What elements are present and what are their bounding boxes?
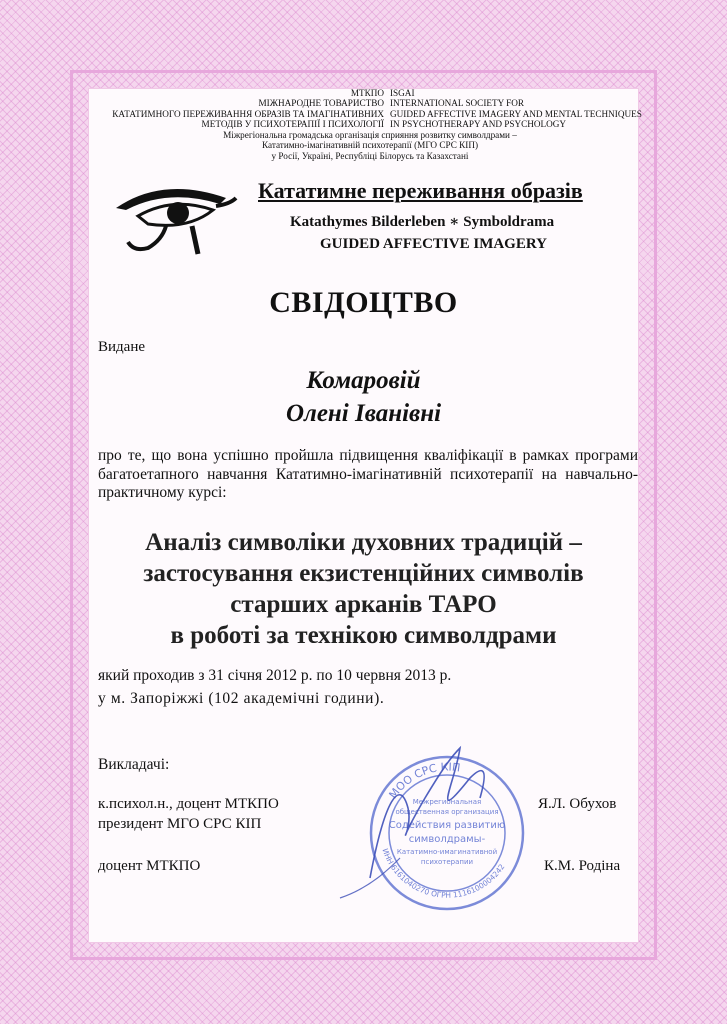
header-left-block [112, 88, 384, 129]
teacher1-title-2: президент МГО СРС КІП [98, 816, 262, 832]
issued-label: Видане [98, 339, 146, 355]
stamp-center-line: психотерапии [420, 858, 474, 866]
header-left-line: МТКПО [350, 88, 384, 98]
organization-header [100, 88, 640, 160]
course-title-line: Аналіз символіки духовних традицій – [145, 529, 582, 556]
header-right-block [390, 88, 642, 129]
official-seal-stamp [330, 738, 550, 913]
teacher1-name: Я.Л. Обухов [538, 796, 617, 812]
header-center-block [100, 130, 640, 161]
teacher1-title: к.психол.н., доцент МТКПО [98, 796, 279, 812]
header-left-line: КАТАТИМНОГО ПЕРЕЖИВАННЯ ОБРАЗІВ ТА ІМАГІНАТИВНИХ [112, 108, 384, 119]
stamp-center-line: Кататимно-имагинативной [396, 848, 498, 856]
teacher2-title: доцент МТКПО [98, 858, 201, 874]
course-title [0, 527, 727, 651]
course-title-line: застосування екзистенційних символів [143, 560, 584, 587]
course-title-line: в роботі за технікою символдрами [170, 622, 557, 649]
header-right-line: INTERNATIONAL SOCIETY FOR [390, 98, 525, 109]
brand-subtitle: Katathymes Bilderleben ∗ Symboldrama [290, 214, 555, 230]
header-right-line: IN PSYCHOTHERAPY AND PSYCHOLOGY [390, 118, 567, 129]
recipient-name [0, 364, 727, 430]
recipient-surname: Комаровій [306, 367, 421, 394]
header-center-line: у Росії, Україні, Республіці Білорусь та Казахстані [271, 150, 469, 161]
header-right-line: GUIDED AFFECTIVE IMAGERY AND MENTAL TECHNIQUES [390, 108, 642, 119]
teacher2-name: К.М. Родіна [544, 858, 621, 874]
course-title-line: старших арканів ТАРО [230, 591, 497, 618]
course-location-hours: у м. Запоріжжі (102 академічні години). [98, 690, 385, 707]
certificate-title: СВІДОЦТВО [269, 286, 458, 319]
stamp-center-line: Содействия развитию [388, 820, 506, 831]
eye-of-horus-logo [108, 168, 238, 258]
stamp-center-line: общественная организация [395, 808, 499, 816]
stamp-center-line: Межрегиональная [412, 798, 482, 806]
teachers-label: Викладачі: [98, 756, 170, 773]
stamp-ring-text: МОО СРС КІП [386, 760, 462, 802]
stamp-bottom-text: ИНН 6161040270 ОГРН 1116100004242 [380, 847, 507, 900]
brand-title: Кататимне переживання образів [258, 178, 583, 203]
header-center-line: Кататимно-імагінативній психотерапії (МГО СРС КІП) [261, 140, 479, 151]
header-right-line: ISGAI [390, 88, 415, 98]
course-period: який проходив з 31 січня 2012 р. по 10 червня 2013 р. [98, 667, 452, 684]
header-left-line: МЕТОДІВ У ПСИХОТЕРАПІЇ І ПСИХОЛОГІЇ [201, 118, 384, 129]
header-left-line: МІЖНАРОДНЕ ТОВАРИСТВО [258, 98, 384, 109]
recipient-given-names: Олені Іванівні [285, 400, 442, 427]
brand-subtitle-english: GUIDED AFFECTIVE IMAGERY [320, 236, 547, 252]
stamp-center-line: символдрамы- [408, 834, 486, 845]
certificate-statement: про те, що вона успішно пройшла підвищення кваліфікації в рамках програми багатоетапного навчання Кататимно-імагінативній психотерапії на навчально-практичному курсі: [98, 447, 638, 502]
header-center-line: Міжрегіональна громадська організація сприяння розвитку символдрами – [223, 130, 517, 140]
